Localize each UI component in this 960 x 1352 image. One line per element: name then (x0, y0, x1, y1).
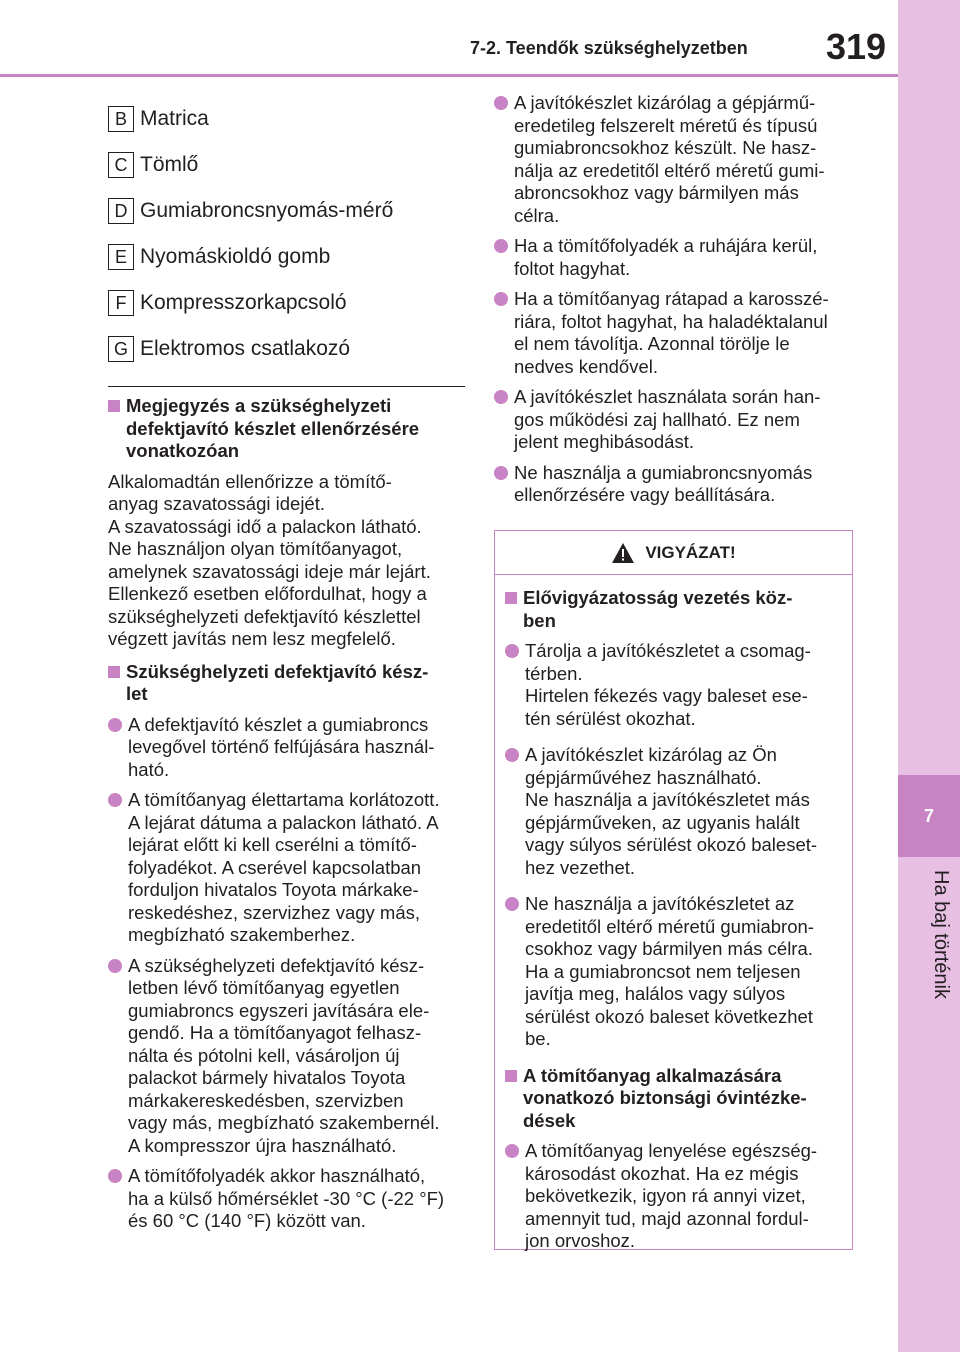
list-item-text: A defektjavító készlet a gumiabroncs levegővel történő felfújására használ- ható. (128, 713, 435, 780)
list-item-text: Ha a tömítőfolyadék a ruhájára kerül, foltot hagyhat. (514, 235, 818, 279)
circle-bullet-icon (494, 239, 508, 253)
part-item (108, 188, 458, 234)
heading-text: A tömítőanyag alkalmazására vonatkozó biztonsági óvintézke- dések (523, 1064, 807, 1131)
page-number: 319 (826, 26, 887, 67)
part-letter-box: G (108, 336, 134, 362)
list-item-text: Ne használja a gumiabroncsnyomás ellenőrzésére vagy beállítására. (514, 461, 813, 505)
part-letter-box: F (108, 290, 134, 316)
list-item (108, 714, 468, 782)
section-title: 7-2. Teendők szükséghelyzetben (470, 38, 748, 58)
square-bullet-icon (505, 1070, 517, 1082)
chapter-number-tab: 7 (898, 775, 960, 857)
chapter-title: Ha baj történik (930, 870, 952, 999)
circle-bullet-icon (108, 718, 122, 732)
circle-bullet-icon (494, 390, 508, 404)
list-item (494, 288, 859, 378)
list-item (108, 955, 468, 1158)
square-bullet-icon (505, 592, 517, 604)
part-label: Gumiabroncsnyomás-mérő (140, 199, 394, 222)
warning-body (495, 575, 852, 1253)
header-rule (0, 74, 898, 77)
list-item (108, 789, 468, 947)
list-item (494, 386, 859, 454)
list-item-text: Ha a tömítőanyag rátapad a karosszé- riára, foltot hagyhat, ha haladéktalanul el nem távolítja. Azonnal törölje le nedves kendővel. (514, 288, 829, 377)
circle-bullet-icon (505, 897, 519, 911)
list-item (494, 92, 859, 227)
list-item-text: A tömítőanyag lenyelése egészség- károsodást okozhat. Ha ez mégis bekövetkezik, igyon rá annyi vizet, amennyit tud, majd azonnal fordul- jon orvoshoz. (525, 1140, 818, 1251)
circle-bullet-icon (505, 748, 519, 762)
circle-bullet-icon (505, 1144, 519, 1158)
part-label: Elektromos csatlakozó (140, 337, 351, 360)
list-item (108, 1165, 468, 1233)
part-letter-box: B (108, 106, 134, 132)
part-item (108, 234, 458, 280)
list-item (494, 235, 859, 280)
left-column (108, 395, 468, 1241)
part-letter-box: E (108, 244, 134, 270)
part-label: Kompresszorkapcsoló (140, 291, 347, 314)
circle-bullet-icon (108, 959, 122, 973)
warning-heading (505, 587, 842, 632)
part-label: Tömlő (140, 153, 199, 176)
subsection-heading (108, 395, 468, 463)
part-letter-box: C (108, 152, 134, 178)
heading-text: Szükséghelyzeti defektjavító kész- let (126, 660, 429, 704)
circle-bullet-icon (108, 793, 122, 807)
part-label: Matrica (140, 107, 209, 130)
paragraph: Alkalomadtán ellenőrizze a tömítő- anyag szavatossági idejét. A szavatossági idő a palackon látható. Ne használjon olyan tömítőanyagot, amelynek szavatossági ideje már lejárt. Ellenkező esetben előfordulhat, hogy a szükséghelyzeti defektjavító készlettel végzett javítás nem lesz megfelelő. (108, 470, 431, 649)
list-item (505, 1140, 842, 1253)
list-item (505, 893, 842, 1051)
circle-bullet-icon (494, 466, 508, 480)
warning-header (495, 531, 852, 575)
circle-bullet-icon (494, 292, 508, 306)
part-label: Nyomáskioldó gomb (140, 245, 331, 268)
list-item-text: A szükséghelyzeti defektjavító kész- letben lévő tömítőanyag egyetlen gumiabroncs egyszeri javítására ele- gendő. Ha a tömítőanyagot felhasz- nálta és pótolni kell, vásároljon új palackot bármely hivatalos Toyota márkakereskedésben, szervizben vagy más, megbízható szakembernél. A kompresszor újra használható. (128, 954, 440, 1156)
circle-bullet-icon (505, 644, 519, 658)
side-tab-upper (898, 0, 960, 775)
list-item (505, 640, 842, 730)
heading-text: Megjegyzés a szükséghelyzeti defektjavító készlet ellenőrzésére vonatkozóan (126, 395, 420, 461)
part-item (108, 142, 458, 188)
circle-bullet-icon (108, 1169, 122, 1183)
part-item (108, 280, 458, 326)
square-bullet-icon (108, 400, 120, 412)
right-column (494, 92, 859, 515)
list-item-text: A tömítőfolyadék akkor használható, ha a külső hőmérséklet -30 °C (-22 °F) és 60 °C (140 °F) között van. (128, 1165, 445, 1231)
parts-legend (108, 96, 458, 372)
warning-box (494, 530, 853, 1250)
subsection-heading (108, 661, 468, 706)
list-item-text: Tárolja a javítókészletet a csomag- térben. Hirtelen fékezés vagy baleset ese- tén sérülést okozhat. (525, 640, 811, 729)
list-item-text: A javítókészlet használata során han- gos működési zaj hallható. Ez nem jelent meghibásodást. (514, 386, 821, 452)
part-letter-box: D (108, 198, 134, 224)
square-bullet-icon (108, 666, 120, 678)
list-item-text: A javítókészlet kizárólag az Ön gépjárművéhez használható. Ne használja a javítókészletet más gépjárműveken, az ugyanis halált vagy súlyos sérülést okozó baleset- hez vezethet. (525, 744, 818, 878)
warning-triangle-icon (611, 542, 635, 564)
part-item (108, 96, 458, 142)
part-item (108, 326, 458, 372)
section-divider (108, 386, 465, 387)
warning-heading (505, 1065, 842, 1133)
list-item-text: A tömítőanyag élettartama korlátozott. A lejárat dátuma a palackon látható. A lejárat előtt ki kell cserélni a tömítő- folyadékot. A cserével kapcsolatban forduljon hivatalos Toyota márkake- reskedéshez, szervizhez vagy más, megbízható szakemberhez. (128, 789, 440, 945)
warning-title: VIGYÁZAT! (645, 542, 736, 562)
heading-text: Elővigyázatosság vezetés köz- ben (523, 587, 793, 631)
list-item-text: Ne használja a javítókészletet az eredetitől eltérő méretű gumiabron- csokhoz vagy bármilyen más célra. Ha a gumiabroncsot nem teljesen javítja meg, halálos vagy súlyos sérülést okozó baleset következhet be. (525, 893, 814, 1049)
list-item-text: A javítókészlet kizárólag a gépjármű- eredetileg felszerelt méretű és típusú gumiabroncsokhoz készült. Ne hasz- nálja az eredetitől eltérő méretű gumi- abroncsokhoz vagy bármilyen más célra. (514, 92, 825, 226)
list-item (494, 462, 859, 507)
list-item (505, 744, 842, 879)
circle-bullet-icon (494, 96, 508, 110)
